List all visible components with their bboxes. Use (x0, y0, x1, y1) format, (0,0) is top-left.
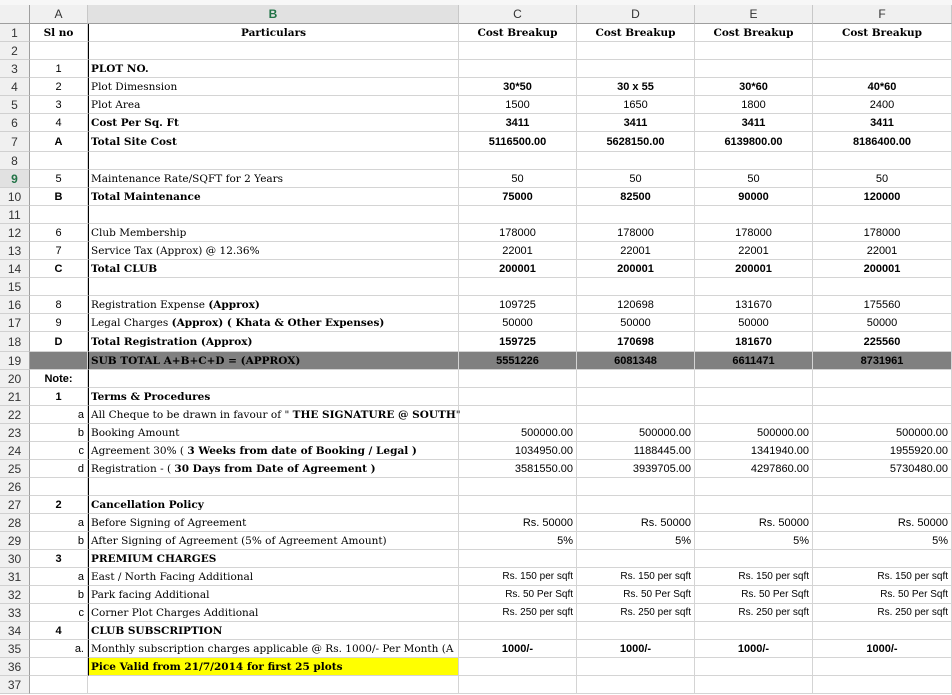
cell-b29[interactable]: After Signing of Agreement (5% of Agreement Amount) (88, 532, 459, 550)
cell-a8[interactable] (30, 152, 88, 170)
cell-c13[interactable]: 22001 (459, 242, 577, 260)
cell-a9[interactable]: 5 (30, 170, 88, 188)
cell-a37[interactable] (30, 676, 88, 694)
row-header-15[interactable]: 15 (0, 278, 30, 296)
row-header-23[interactable]: 23 (0, 424, 30, 442)
cell-f32[interactable]: Rs. 50 Per Sqft (813, 586, 952, 604)
cell-f28[interactable]: Rs. 50000 (813, 514, 952, 532)
cell-a35[interactable]: a. (30, 640, 88, 658)
cell-c28[interactable]: Rs. 50000 (459, 514, 577, 532)
cell-b37[interactable] (88, 676, 459, 694)
cell-b18[interactable]: Total Registration (Approx) (88, 332, 459, 352)
cell-b31[interactable]: East / North Facing Additional (88, 568, 459, 586)
cell-c19[interactable]: 5551226 (459, 352, 577, 370)
cell-f33[interactable]: Rs. 250 per sqft (813, 604, 952, 622)
cell-c9[interactable]: 50 (459, 170, 577, 188)
cell-b35[interactable]: Monthly subscription charges applicable @ Rs. 1000/- Per Month (A (88, 640, 459, 658)
cell-d1[interactable]: Cost Breakup (577, 24, 695, 42)
cell-d18[interactable]: 170698 (577, 332, 695, 352)
cell-c16[interactable]: 109725 (459, 296, 577, 314)
row-header-28[interactable]: 28 (0, 514, 30, 532)
cell-d11[interactable] (577, 206, 695, 224)
cell-d34[interactable] (577, 622, 695, 640)
cell-e3[interactable] (695, 60, 813, 78)
cell-e26[interactable] (695, 478, 813, 496)
row-header-12[interactable]: 12 (0, 224, 30, 242)
row-header-16[interactable]: 16 (0, 296, 30, 314)
row-header-11[interactable]: 11 (0, 206, 30, 224)
cell-c33[interactable]: Rs. 250 per sqft (459, 604, 577, 622)
cell-b23[interactable]: Booking Amount (88, 424, 459, 442)
cell-text-part: All Cheque to be drawn in favour of " (91, 409, 293, 421)
cell-c24[interactable]: 1034950.00 (459, 442, 577, 460)
col-header-e[interactable]: E (695, 5, 813, 24)
cell-f22[interactable] (813, 406, 952, 424)
row-header-37[interactable]: 37 (0, 676, 30, 694)
cell-d32[interactable]: Rs. 50 Per Sqft (577, 586, 695, 604)
cell-a26[interactable] (30, 478, 88, 496)
row-header-27[interactable]: 27 (0, 496, 30, 514)
cell-e27[interactable] (695, 496, 813, 514)
row-header-33[interactable]: 33 (0, 604, 30, 622)
cell-c26[interactable] (459, 478, 577, 496)
cell-e21[interactable] (695, 388, 813, 406)
cell-a31[interactable]: a (30, 568, 88, 586)
cell-b15[interactable] (88, 278, 459, 296)
cell-b13[interactable]: Service Tax (Approx) @ 12.36% (88, 242, 459, 260)
row-header-29[interactable]: 29 (0, 532, 30, 550)
cell-f35[interactable]: 1000/- (813, 640, 952, 658)
cell-f5[interactable]: 2400 (813, 96, 952, 114)
cell-e2[interactable] (695, 42, 813, 60)
cell-d30[interactable] (577, 550, 695, 568)
cell-f6[interactable]: 3411 (813, 114, 952, 132)
cell-e1[interactable]: Cost Breakup (695, 24, 813, 42)
cell-text-part: Registration Expense (91, 299, 209, 311)
cell-a2[interactable] (30, 42, 88, 60)
cell-f23[interactable]: 500000.00 (813, 424, 952, 442)
cell-d27[interactable] (577, 496, 695, 514)
cell-d36[interactable] (577, 658, 695, 676)
cell-d24[interactable]: 1188445.00 (577, 442, 695, 460)
row-header-10[interactable]: 10 (0, 188, 30, 206)
row-header-25[interactable]: 25 (0, 460, 30, 478)
cell-f25[interactable]: 5730480.00 (813, 460, 952, 478)
cell-e30[interactable] (695, 550, 813, 568)
cell-e17[interactable]: 50000 (695, 314, 813, 332)
row-header-3[interactable]: 3 (0, 60, 30, 78)
cell-f7[interactable]: 8186400.00 (813, 132, 952, 152)
cell-e32[interactable]: Rs. 50 Per Sqft (695, 586, 813, 604)
cell-a29[interactable]: b (30, 532, 88, 550)
cell-e23[interactable]: 500000.00 (695, 424, 813, 442)
cell-a6[interactable]: 4 (30, 114, 88, 132)
cell-d26[interactable] (577, 478, 695, 496)
cell-b24[interactable] (88, 442, 459, 460)
cell-d12[interactable]: 178000 (577, 224, 695, 242)
cell-c15[interactable] (459, 278, 577, 296)
cell-d13[interactable]: 22001 (577, 242, 695, 260)
cell-a25[interactable]: d (30, 460, 88, 478)
cell-grid[interactable] (30, 24, 952, 695)
cell-e18[interactable]: 181670 (695, 332, 813, 352)
cell-b21[interactable]: Terms & Procedures (88, 388, 459, 406)
cell-f29[interactable]: 5% (813, 532, 952, 550)
cell-a24[interactable]: c (30, 442, 88, 460)
row-header-6[interactable]: 6 (0, 114, 30, 132)
cell-f14[interactable]: 200001 (813, 260, 952, 278)
cell-f3[interactable] (813, 60, 952, 78)
cell-d9[interactable]: 50 (577, 170, 695, 188)
cell-c32[interactable]: Rs. 50 Per Sqft (459, 586, 577, 604)
cell-e15[interactable] (695, 278, 813, 296)
cell-f20[interactable] (813, 370, 952, 388)
cell-e22[interactable] (695, 406, 813, 424)
row-header-30[interactable]: 30 (0, 550, 30, 568)
cell-f31[interactable]: Rs. 150 per sqft (813, 568, 952, 586)
cell-d4[interactable]: 30 x 55 (577, 78, 695, 96)
cell-a33[interactable]: c (30, 604, 88, 622)
cell-b27[interactable]: Cancellation Policy (88, 496, 459, 514)
cell-b3[interactable]: PLOT NO. (88, 60, 459, 78)
cell-a21[interactable]: 1 (30, 388, 88, 406)
cell-f36[interactable] (813, 658, 952, 676)
cell-f26[interactable] (813, 478, 952, 496)
cell-e10[interactable]: 90000 (695, 188, 813, 206)
cell-b14[interactable]: Total CLUB (88, 260, 459, 278)
row-header-26[interactable]: 26 (0, 478, 30, 496)
cell-c3[interactable] (459, 60, 577, 78)
cell-e31[interactable]: Rs. 150 per sqft (695, 568, 813, 586)
cell-c10[interactable]: 75000 (459, 188, 577, 206)
cell-b33[interactable]: Corner Plot Charges Additional (88, 604, 459, 622)
cell-f17[interactable]: 50000 (813, 314, 952, 332)
cell-c6[interactable]: 3411 (459, 114, 577, 132)
cell-d2[interactable] (577, 42, 695, 60)
row-header-9[interactable]: 9 (0, 170, 30, 188)
cell-b36[interactable]: Pice Valid from 21/7/2014 for first 25 plots (88, 658, 459, 676)
cell-e24[interactable]: 1341940.00 (695, 442, 813, 460)
col-header-c[interactable]: C (459, 5, 577, 24)
col-header-d[interactable]: D (577, 5, 695, 24)
cell-c29[interactable]: 5% (459, 532, 577, 550)
cell-b8[interactable] (88, 152, 459, 170)
cell-a5[interactable]: 3 (30, 96, 88, 114)
cell-f12[interactable]: 178000 (813, 224, 952, 242)
cell-c25[interactable]: 3581550.00 (459, 460, 577, 478)
cell-f19[interactable]: 8731961 (813, 352, 952, 370)
cell-f11[interactable] (813, 206, 952, 224)
cell-f2[interactable] (813, 42, 952, 60)
cell-text-part: Registration - ( (91, 463, 175, 475)
cell-b5[interactable]: Plot Area (88, 96, 459, 114)
cell-a32[interactable]: b (30, 586, 88, 604)
cell-d29[interactable]: 5% (577, 532, 695, 550)
row-header-18[interactable]: 18 (0, 332, 30, 352)
cell-a27[interactable]: 2 (30, 496, 88, 514)
cell-text-part: 30 Days from Date of Agreement ) (174, 463, 376, 475)
cell-c30[interactable] (459, 550, 577, 568)
cell-e5[interactable]: 1800 (695, 96, 813, 114)
cell-c34[interactable] (459, 622, 577, 640)
cell-a17[interactable]: 9 (30, 314, 88, 332)
cell-d15[interactable] (577, 278, 695, 296)
cell-a36[interactable] (30, 658, 88, 676)
cell-b32[interactable]: Park facing Additional (88, 586, 459, 604)
cell-e34[interactable] (695, 622, 813, 640)
row-header-14[interactable]: 14 (0, 260, 30, 278)
cell-a10[interactable]: B (30, 188, 88, 206)
cell-c20[interactable] (459, 370, 577, 388)
cell-d3[interactable] (577, 60, 695, 78)
cell-e20[interactable] (695, 370, 813, 388)
cell-d10[interactable]: 82500 (577, 188, 695, 206)
cell-b17[interactable] (88, 314, 459, 332)
select-all-corner[interactable] (0, 5, 30, 24)
cell-d17[interactable]: 50000 (577, 314, 695, 332)
cell-a16[interactable]: 8 (30, 296, 88, 314)
cell-d35[interactable]: 1000/- (577, 640, 695, 658)
cell-c4[interactable]: 30*50 (459, 78, 577, 96)
cell-f10[interactable]: 120000 (813, 188, 952, 206)
cell-b1[interactable]: Particulars (88, 24, 459, 42)
cell-f21[interactable] (813, 388, 952, 406)
cell-b7[interactable]: Total Site Cost (88, 132, 459, 152)
cell-e12[interactable]: 178000 (695, 224, 813, 242)
cell-f13[interactable]: 22001 (813, 242, 952, 260)
cell-a30[interactable]: 3 (30, 550, 88, 568)
cell-f37[interactable] (813, 676, 952, 694)
row-header-5[interactable]: 5 (0, 96, 30, 114)
cell-d20[interactable] (577, 370, 695, 388)
row-header-1[interactable]: 1 (0, 24, 30, 42)
cell-b25[interactable] (88, 460, 459, 478)
cell-text-part: (Approx) (208, 299, 260, 311)
cell-c2[interactable] (459, 42, 577, 60)
cell-e29[interactable]: 5% (695, 532, 813, 550)
cell-e7[interactable]: 6139800.00 (695, 132, 813, 152)
cell-f8[interactable] (813, 152, 952, 170)
row-header-32[interactable]: 32 (0, 586, 30, 604)
cell-b4[interactable]: Plot Dimesnsion (88, 78, 459, 96)
cell-c23[interactable]: 500000.00 (459, 424, 577, 442)
row-header-36[interactable]: 36 (0, 658, 30, 676)
cell-e28[interactable]: Rs. 50000 (695, 514, 813, 532)
cell-text-part: (Approx) ( Khata & Other Expenses) (171, 317, 385, 329)
cell-b22[interactable] (88, 406, 459, 424)
cell-d25[interactable]: 3939705.00 (577, 460, 695, 478)
cell-a13[interactable]: 7 (30, 242, 88, 260)
cell-f18[interactable]: 225560 (813, 332, 952, 352)
cell-b28[interactable]: Before Signing of Agreement (88, 514, 459, 532)
cell-a3[interactable]: 1 (30, 60, 88, 78)
cell-c27[interactable] (459, 496, 577, 514)
cell-e6[interactable]: 3411 (695, 114, 813, 132)
cell-b30[interactable]: PREMIUM CHARGES (88, 550, 459, 568)
cell-a19[interactable] (30, 352, 88, 370)
cell-c5[interactable]: 1500 (459, 96, 577, 114)
cell-text-part: " (455, 409, 461, 421)
cell-d5[interactable]: 1650 (577, 96, 695, 114)
cell-c17[interactable]: 50000 (459, 314, 577, 332)
cell-c35[interactable]: 1000/- (459, 640, 577, 658)
row-header-17[interactable]: 17 (0, 314, 30, 332)
cell-a14[interactable]: C (30, 260, 88, 278)
row-header-2[interactable]: 2 (0, 42, 30, 60)
cell-f16[interactable]: 175560 (813, 296, 952, 314)
cell-a28[interactable]: a (30, 514, 88, 532)
cell-b12[interactable]: Club Membership (88, 224, 459, 242)
cell-a12[interactable]: 6 (30, 224, 88, 242)
cell-d16[interactable]: 120698 (577, 296, 695, 314)
cell-b6[interactable]: Cost Per Sq. Ft (88, 114, 459, 132)
cell-d8[interactable] (577, 152, 695, 170)
cell-f9[interactable]: 50 (813, 170, 952, 188)
cell-e4[interactable]: 30*60 (695, 78, 813, 96)
row-header-24[interactable]: 24 (0, 442, 30, 460)
cell-a11[interactable] (30, 206, 88, 224)
cell-e9[interactable]: 50 (695, 170, 813, 188)
cell-e25[interactable]: 4297860.00 (695, 460, 813, 478)
cell-a23[interactable]: b (30, 424, 88, 442)
cell-d6[interactable]: 3411 (577, 114, 695, 132)
cell-e36[interactable] (695, 658, 813, 676)
cell-e13[interactable]: 22001 (695, 242, 813, 260)
cell-d19[interactable]: 6081348 (577, 352, 695, 370)
cell-c36[interactable] (459, 658, 577, 676)
cell-d31[interactable]: Rs. 150 per sqft (577, 568, 695, 586)
cell-text-part: Agreement 30% ( (91, 445, 188, 457)
row-header-35[interactable]: 35 (0, 640, 30, 658)
cell-c7[interactable]: 5116500.00 (459, 132, 577, 152)
cell-a22[interactable]: a (30, 406, 88, 424)
cell-c12[interactable]: 178000 (459, 224, 577, 242)
cell-e11[interactable] (695, 206, 813, 224)
cell-c18[interactable]: 159725 (459, 332, 577, 352)
cell-d21[interactable] (577, 388, 695, 406)
row-header-7[interactable]: 7 (0, 132, 30, 152)
cell-d7[interactable]: 5628150.00 (577, 132, 695, 152)
cell-b10[interactable]: Total Maintenance (88, 188, 459, 206)
row-header-20[interactable]: 20 (0, 370, 30, 388)
cell-a20[interactable]: Note: (30, 370, 88, 388)
cell-e33[interactable]: Rs. 250 per sqft (695, 604, 813, 622)
cell-e19[interactable]: 6611471 (695, 352, 813, 370)
row-header-19[interactable]: 19 (0, 352, 30, 370)
cell-b26[interactable] (88, 478, 459, 496)
cell-a7[interactable]: A (30, 132, 88, 152)
row-header-4[interactable]: 4 (0, 78, 30, 96)
cell-d23[interactable]: 500000.00 (577, 424, 695, 442)
cell-b9[interactable]: Maintenance Rate/SQFT for 2 Years (88, 170, 459, 188)
cell-c1[interactable]: Cost Breakup (459, 24, 577, 42)
cell-a1[interactable]: Sl no (30, 24, 88, 42)
cell-d28[interactable]: Rs. 50000 (577, 514, 695, 532)
cell-c37[interactable] (459, 676, 577, 694)
cell-a15[interactable] (30, 278, 88, 296)
cell-text-part: THE SIGNATURE @ SOUTH (292, 409, 456, 421)
cell-text-part: 3 Weeks from date of Booking / Legal ) (187, 445, 417, 457)
cell-e16[interactable]: 131670 (695, 296, 813, 314)
cell-f24[interactable]: 1955920.00 (813, 442, 952, 460)
cell-f4[interactable]: 40*60 (813, 78, 952, 96)
cell-e35[interactable]: 1000/- (695, 640, 813, 658)
cell-c21[interactable] (459, 388, 577, 406)
cell-b19[interactable]: SUB TOTAL A+B+C+D = (APPROX) (88, 352, 459, 370)
cell-f34[interactable] (813, 622, 952, 640)
cell-f1[interactable]: Cost Breakup (813, 24, 952, 42)
col-header-f[interactable]: F (813, 5, 952, 24)
cell-d37[interactable] (577, 676, 695, 694)
cell-c14[interactable]: 200001 (459, 260, 577, 278)
row-header-31[interactable]: 31 (0, 568, 30, 586)
cell-e37[interactable] (695, 676, 813, 694)
cell-b2[interactable] (88, 42, 459, 60)
cell-d14[interactable]: 200001 (577, 260, 695, 278)
cell-b16[interactable] (88, 296, 459, 314)
cell-b11[interactable] (88, 206, 459, 224)
cell-f27[interactable] (813, 496, 952, 514)
row-header-22[interactable]: 22 (0, 406, 30, 424)
cell-a4[interactable]: 2 (30, 78, 88, 96)
cell-f15[interactable] (813, 278, 952, 296)
cell-e8[interactable] (695, 152, 813, 170)
cell-d22[interactable] (577, 406, 695, 424)
cell-c11[interactable] (459, 206, 577, 224)
col-header-a[interactable]: A (30, 5, 88, 24)
cell-a34[interactable]: 4 (30, 622, 88, 640)
row-header-8[interactable]: 8 (0, 152, 30, 170)
cell-c22[interactable] (459, 406, 577, 424)
row-header-13[interactable]: 13 (0, 242, 30, 260)
cell-c8[interactable] (459, 152, 577, 170)
cell-text-part: Legal Charges (91, 317, 172, 329)
cell-d33[interactable]: Rs. 250 per sqft (577, 604, 695, 622)
cell-e14[interactable]: 200001 (695, 260, 813, 278)
row-header-34[interactable]: 34 (0, 622, 30, 640)
cell-f30[interactable] (813, 550, 952, 568)
cell-a18[interactable]: D (30, 332, 88, 352)
cell-b34[interactable]: CLUB SUBSCRIPTION (88, 622, 459, 640)
row-header-21[interactable]: 21 (0, 388, 30, 406)
cell-b20[interactable] (88, 370, 459, 388)
cell-c31[interactable]: Rs. 150 per sqft (459, 568, 577, 586)
col-header-b[interactable]: B (88, 5, 459, 24)
